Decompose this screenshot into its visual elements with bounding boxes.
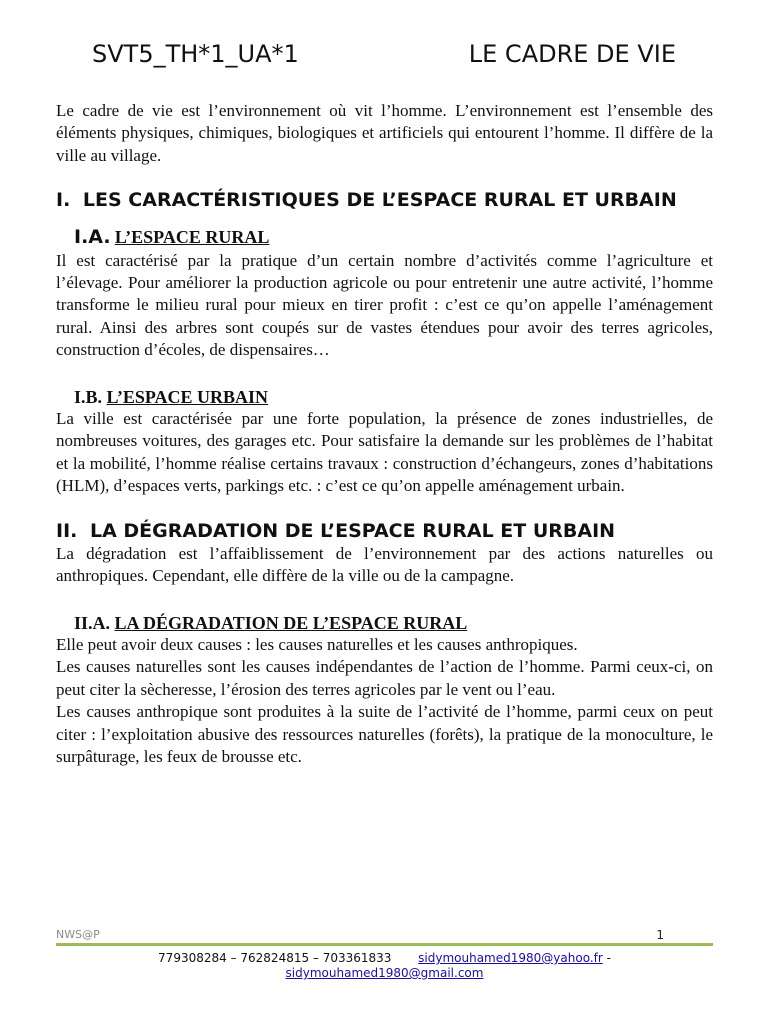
- page-number: 1: [656, 928, 664, 942]
- subsection-2a-number: II.A.: [74, 612, 111, 633]
- section-1-number: I.: [56, 189, 71, 212]
- subsection-1a-text: Il est caractérisé par la pratique d’un certain nombre d’activités comme l’agriculture et l’élevage. Pour améliorer la production agricole ou pour entretenir une autre activité, l’homme transforme le milieu rural pour mieux en tirer profit : c’est ce qu’on appelle l’aménagement rural. Ainsi des arbres sont coupés sur de vastes étendues pour avoir des terres agricoles, construction d’écoles, de dispensaires…: [56, 250, 713, 360]
- subsection-2a-heading: [56, 612, 713, 634]
- course-code: SVT5_TH*1_UA*1: [92, 40, 299, 68]
- subsection-1b-title: L’ESPACE URBAIN: [106, 386, 269, 407]
- section-1-heading: [56, 189, 713, 212]
- footer-separator: -: [602, 951, 611, 965]
- subsection-1a-title: L’ESPACE RURAL: [114, 227, 270, 248]
- subsection-2a-paragraph-3: Les causes anthropique sont produites à la suite de l’activité de l’homme, parmi ceux on peut citer : l’exploitation abusive des ressources naturelles (forêts), la pratique de la monoculture, le surpâturage, les feux de brousse etc.: [56, 702, 713, 766]
- subsection-1b-heading: [56, 386, 713, 408]
- footer-divider: [56, 943, 713, 946]
- footer-phones: 779308284 – 762824815 – 703361833: [158, 951, 392, 965]
- section-2-title: LA DÉGRADATION DE L’ESPACE RURAL ET URBAIN: [89, 519, 616, 542]
- footer-contact: [56, 951, 713, 981]
- email-link-yahoo[interactable]: sidymouhamed1980@yahoo.fr: [418, 951, 603, 965]
- subsection-1a-heading: [56, 226, 713, 249]
- subsection-2a-paragraph-1: Elle peut avoir deux causes : les causes naturelles et les causes anthropiques.: [56, 634, 578, 654]
- footer-author: NWS@P: [56, 928, 100, 941]
- subsection-1b-text: La ville est caractérisée par une forte population, la présence de zones industrielles, de nombreuses voitures, des garages etc. Pour satisfaire la demande sur les problèmes de l’habitat et la mobilité, l’homme réalise certains travaux : construction d’échangeurs, zones d’habitations (HLM), d’espaces verts, parkings etc. : c’est ce qu’on appelle aménagement urbain.: [56, 409, 713, 496]
- subsection-1a-number: I.A.: [74, 226, 111, 249]
- section-2-number: II.: [56, 519, 78, 542]
- email-link-gmail[interactable]: sidymouhamed1980@gmail.com: [285, 966, 484, 980]
- document-body: [56, 100, 713, 768]
- subsection-2a-paragraph-2: Les causes naturelles sont les causes indépendantes de l’action de l’homme. Parmi ceux-ci, on peut citer la sècheresse, l’érosion des terres agricoles par le vent ou l’eau.: [56, 657, 713, 699]
- section-2-text: La dégradation est l’affaiblissement de l’environnement par des actions naturelles ou anthropiques. Cependant, elle diffère de la ville ou de la campagne.: [56, 543, 713, 586]
- page-header: [92, 40, 676, 74]
- page-title: LE CADRE DE VIE: [468, 40, 676, 68]
- subsection-2a-title: LA DÉGRADATION DE L’ESPACE RURAL: [114, 612, 468, 633]
- intro-paragraph: Le cadre de vie est l’environnement où vit l’homme. L’environnement est l’ensemble des éléments physiques, chimiques, biologiques et artificiels qui entourent l’homme. Il diffère de la ville au village.: [56, 101, 713, 165]
- section-1-title: LES CARACTÉRISTIQUES DE L’ESPACE RURAL ET URBAIN: [82, 189, 677, 212]
- section-2-heading: [56, 520, 713, 543]
- subsection-1b-number: I.B.: [74, 386, 103, 407]
